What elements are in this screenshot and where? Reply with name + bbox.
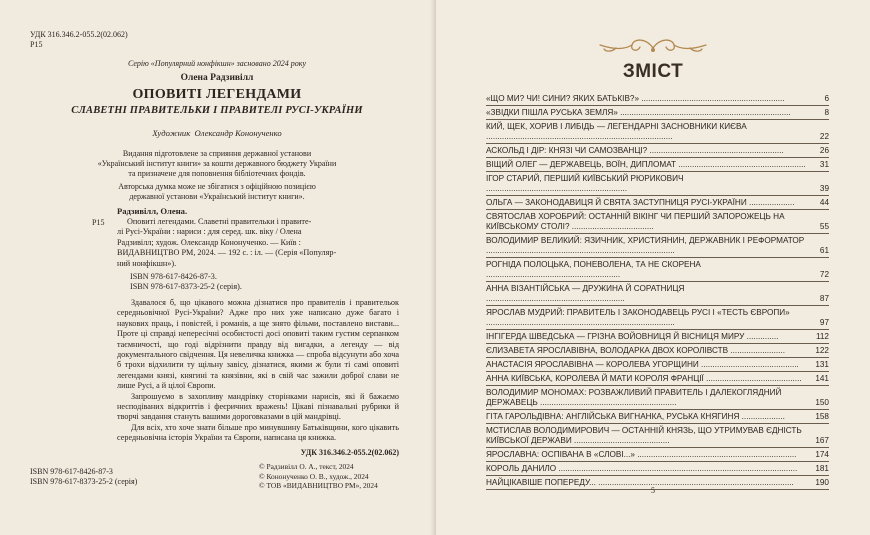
toc-entry-page: 181 (815, 464, 829, 473)
toc-entry-page: 174 (815, 450, 829, 459)
toc-entry-title: СВЯТОСЛАВ ХОРОБРИЙ: ОСТАННІЙ ВІКІНГ ЧИ ПЕРШИЙ ЗАПОРОЖЕЦЬ НА КИЇВСЬКОМУ СТОЛІ? .................................... (486, 212, 785, 231)
toc-entry-title: «ЗВІДКИ ПІШЛА РУСЬКА ЗЕМЛЯ» ........................................................................... (486, 108, 791, 117)
toc-entry[interactable] (486, 386, 829, 410)
funding-line: Видання підготовлене за сприяння державної установи (122, 149, 312, 158)
toc-entry-title: ГІТА ГАРОЛЬДІВНА: АНГЛІЙСЬКА ВИГНАНКА, РУСЬКА КНЯГИНЯ ................... (486, 412, 785, 421)
toc-entry[interactable] (486, 372, 829, 386)
copyright-line: © Кононученко О. В., худож., 2024 (259, 471, 369, 481)
toc-entry-title: КОРОЛЬ ДАНИЛО ......................................................................................................... (486, 464, 798, 473)
toc-entry-title: «ЩО МИ? ЧИ! СИНИ? ЯКИХ БАТЬКІВ?» ............................................................... (486, 94, 785, 103)
toc-entry[interactable] (486, 172, 829, 196)
catalog-line: Оповиті легендами. Славетні правительки і правите- (127, 217, 312, 226)
isbn-line: ISBN 978-617-8373-25-2 (серія) (30, 477, 138, 486)
toc-entry-page: 22 (819, 132, 829, 141)
toc-entry-title: ІНГІГЕРДА ШВЕДСЬКА — ГРІЗНА ВОЙОВНИЦЯ Й ВІСНИЦЯ МИРУ .............. (486, 332, 779, 341)
catalog-entry (117, 217, 399, 269)
funding-line: та призначене для поповнення бібліотечних фондів. (128, 169, 306, 178)
illustrator-name: Олександр Кононученко (194, 128, 282, 138)
contents-page (436, 0, 870, 535)
toc-entry-page: 141 (815, 374, 829, 383)
toc-entry[interactable] (486, 196, 829, 210)
bottom-isbn (30, 467, 137, 487)
toc-entry-title: ЯРОСЛАВНА: ОСПІВАНА В «СЛОВІ...» ...................................................................... (486, 450, 797, 459)
toc-entry-page: 55 (819, 222, 829, 231)
toc-entry-title: МСТИСЛАВ ВОЛОДИМИРОВИЧ — ОСТАННІЙ КНЯЗЬ, ЩО УТРИМУВАВ ЄДНІСТЬ КИЇВСЬКОЇ ДЕРЖАВИ .......................................... (486, 426, 802, 445)
funding-line: «Український інститут книги» за кошти державного бюджету України (97, 159, 337, 168)
toc-entry-page: 190 (815, 478, 829, 487)
copyright-line: © Радзивілл О. А., текст, 2024 (259, 462, 354, 471)
catalog-line: ВИДАВНИЦТВО РМ, 2024. — 192 с. : іл. — (Серія «Популяр- (117, 248, 337, 258)
toc-entry-title: ІГОР СТАРИЙ, ПЕРШИЙ КИЇВСЬКИЙ РЮРИКОВИЧ .............................................................. (486, 174, 684, 193)
toc-entry-title: ВІЩИЙ ОЛЕГ — ДЕРЖАВЕЦЬ, ВОЇН, ДИПЛОМАТ ........................................................ (486, 160, 806, 169)
toc-entry[interactable] (486, 120, 829, 144)
toc-entry-page: 131 (815, 360, 829, 369)
toc-entry-title: ЄЛИЗАВЕТА ЯРОСЛАВІВНА, ВОЛОДАРКА ДВОХ КОРОЛІВСТВ ........................ (486, 346, 785, 355)
toc-entry-title: АНАСТАСІЯ ЯРОСЛАВІВНА — КОРОЛЕВА УГОРЩИНИ ........................................... (486, 360, 799, 369)
book-title: ОПОВИТІ ЛЕГЕНДАМИ (132, 87, 302, 102)
illustrator-label: Художник (152, 128, 191, 138)
toc-entry-page: 61 (819, 246, 829, 255)
ornament-flourish-icon (596, 34, 710, 56)
toc-entry[interactable] (486, 144, 829, 158)
toc-entry-page: 44 (819, 198, 829, 207)
toc-entry-page: 167 (815, 436, 829, 445)
annotation (117, 298, 399, 444)
toc-entry[interactable] (486, 410, 829, 424)
toc-entry-page: 31 (819, 160, 829, 169)
annotation-paragraph: Запрошуємо в захопливу мандрівку сторінками нарисів, які й бажаємо несподіваних відкриттів і феєричних вражень! Цікаві пізнавальні рубрики й творчі завдання стануть вашими дороговказами в цій мандрівці. (117, 391, 399, 422)
annotation-paragraph: Здавалося б, що цікавого можна дізнатися про правителів і правительок середньовічної Русі-України? Адже про них уже написано дуже багато і наукових праць, і повістей, і романів, а ще знято фільми, поставлено вистави... Проте ці справді непересічні особистості досі оповиті таким густим серпанком таємничості, що годі відрізнити правду від вигадки, а легенду — від документального свідчення. Ця невеличка книжка — спроба відсунути або хоча б трохи відхилити ту щільну завісу, дізнатися, якими ж були ті самі оповиті легендами князі, княгині та князівни, які в свій час зажили доброї слави не лише Русі, а й цілої Європи. (117, 298, 399, 391)
disclaimer-line: державної установи «Український інститут книги». (129, 192, 305, 201)
imprint-page (0, 0, 434, 535)
toc-entry[interactable] (486, 358, 829, 372)
toc-entry-title: АННА КИЇВСЬКА, КОРОЛЕВА Й МАТИ КОРОЛЯ ФРАНЦІЇ .......................................... (486, 374, 802, 383)
toc-entry[interactable] (486, 448, 829, 462)
isbn-line: ISBN 978-617-8373-25-2 (серія). (130, 282, 242, 292)
bbk-code: Р15 (30, 40, 43, 49)
toc-entry-title: ОЛЬГА — ЗАКОНОДАВИЦЯ Й СВЯТА ЗАСТУПНИЦЯ РУСІ-УКРАЇНИ .................... (486, 198, 795, 207)
toc-entry[interactable] (486, 92, 829, 106)
toc-entry-page: 112 (815, 332, 829, 341)
toc-entry-page: 72 (819, 270, 829, 279)
series-note: Серію «Популярний нонфікшн» засновано 2024 року (127, 59, 306, 68)
catalog-line: Радзивілл; худож. Олександр Кононученко. — Київ : (117, 237, 301, 247)
catalog-code: Р15 (92, 218, 105, 227)
toc-entry[interactable] (486, 462, 829, 476)
catalog-line: ний нонфікшн»). (117, 258, 177, 268)
isbn-line: ISBN 978-617-8426-87-3 (30, 467, 113, 476)
copyright-block (259, 462, 378, 491)
toc-entry-page: 150 (815, 398, 829, 407)
toc-entry-page: 8 (824, 108, 829, 117)
toc-entry-title: ЯРОСЛАВ МУДРИЙ: ПРАВИТЕЛЬ І ЗАКОНОДАВЕЦЬ РУСІ І «ТЕСТЬ ЄВРОПИ» ................................................................................... (486, 308, 790, 327)
toc-entry[interactable] (486, 258, 829, 282)
toc-entry[interactable] (486, 158, 829, 172)
toc-title: ЗМІСТ (622, 61, 684, 82)
toc-entry-title: АННА ВІЗАНТІЙСЬКА — ДРУЖИНА Й СОРАТНИЦЯ ............................................................. (486, 284, 685, 303)
toc-entry-title: НАЙЦІКАВІШЕ ПОПЕРЕДУ... ...................................................................................... (486, 478, 794, 487)
toc-entry[interactable] (486, 282, 829, 306)
toc-entry-title: ВОЛОДИМИР ВЕЛИКИЙ: ЯЗИЧНИК, ХРИСТИЯНИН, ДЕРЖАВНИК І РЕФОРМАТОР ................................................................................... (486, 236, 805, 255)
catalog-line: лі Русі-України : нариси : для серед. шк. віку / Олена (117, 227, 302, 237)
disclaimer-line: Авторська думка може не збігатися з офіційною позицією (118, 182, 316, 191)
toc-entry[interactable] (486, 306, 829, 330)
annotation-paragraph: Для всіх, хто хоче знати більше про минувшину Батьківщини, кого цікавить середньовічна історія України та Європи, написана ця книжка. (117, 422, 399, 443)
funding-note (40, 149, 394, 179)
toc-entry-page: 39 (819, 184, 829, 193)
toc-entry-title: ВОЛОДИМИР МОНОМАХ: РОЗВАЖЛИВИЙ ПРАВИТЕЛЬ І ДАЛЕКОГЛЯДНИЙ ДЕРЖАВЕЦЬ ............................................................ (486, 388, 782, 407)
toc-entry[interactable] (486, 344, 829, 358)
toc-entry-page: 97 (819, 318, 829, 327)
bottom-udk: УДК 316.346.2-055.2(02.062) (300, 448, 399, 457)
illustrator-line (20, 128, 414, 138)
toc-entry[interactable] (486, 106, 829, 120)
toc-entry-title: КИЙ, ЩЕК, ХОРИВ І ЛИБІДЬ — ЛЕГЕНДАРНІ ЗАСНОВНИКИ КИЄВА .................................................................................. (486, 122, 747, 141)
book-subtitle: СЛАВЕТНІ ПРАВИТЕЛЬКИ І ПРАВИТЕЛІ РУСІ-УКРАЇНИ (71, 105, 363, 116)
toc-entry-page: 158 (815, 412, 829, 421)
toc-entry-page: 26 (819, 146, 829, 155)
toc-list (486, 92, 829, 490)
page-number: 5 (651, 486, 655, 495)
isbn-line: ISBN 978-617-8426-87-3. (130, 272, 217, 281)
catalog-heading: Радзивілл, Олена. (117, 206, 188, 216)
copyright-line: © ТОВ «ВИДАВНИЦТВО РМ», 2024 (259, 481, 378, 491)
isbn-block (130, 272, 390, 293)
toc-entry[interactable] (486, 234, 829, 258)
disclaimer-note (40, 182, 394, 202)
toc-entry[interactable] (486, 424, 829, 448)
udk-code: УДК 316.346.2-055.2(02.062) (30, 30, 128, 39)
toc-entry[interactable] (486, 330, 829, 344)
toc-entry-title: РОГНІДА ПОЛОЦЬКА, ПОНЕВОЛЕНА, ТА НЕ СКОРЕНА ........................................................... (486, 260, 701, 279)
toc-entry[interactable] (486, 210, 829, 234)
toc-entry-page: 122 (815, 346, 829, 355)
toc-entry-page: 87 (819, 294, 829, 303)
toc-entry-title: АСКОЛЬД І ДІР: КНЯЗІ ЧИ САМОЗВАНЦІ? ........................................................... (486, 146, 784, 155)
author-name: Олена Радзивілл (180, 73, 254, 83)
toc-entry-page: 6 (824, 94, 829, 103)
